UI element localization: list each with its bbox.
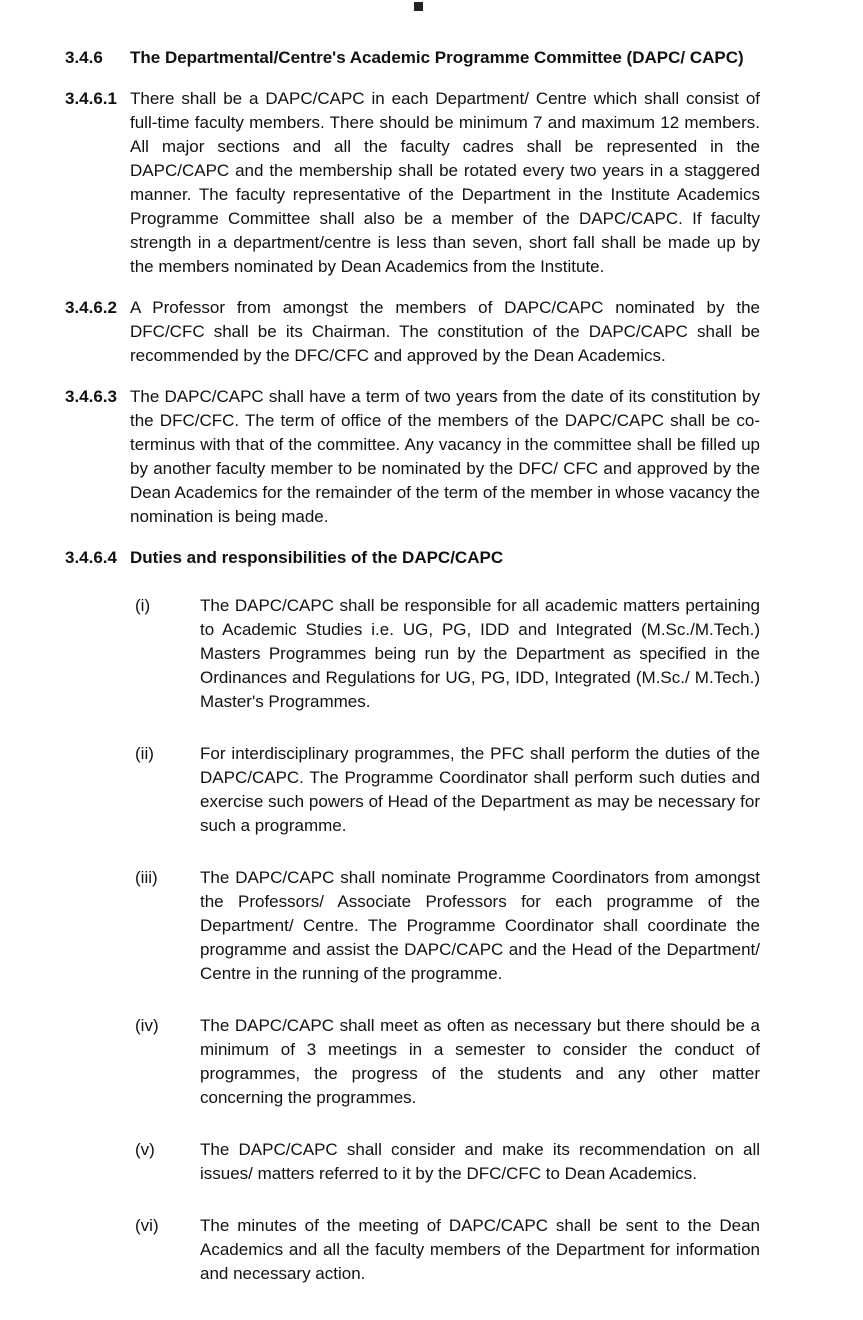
list-item xyxy=(130,1138,760,1186)
list-item xyxy=(130,742,760,838)
list-item-text: The DAPC/CAPC shall be responsible for all academic matters pertaining to Academic Studies i.e. UG, PG, IDD and Integrated (M.Sc./M.Tech.) Masters Programmes being run by the Department as specified in the Ordinances and Regulations for UG, PG, IDD, Integrated (M.Sc./ M.Tech.) Master's Programmes. xyxy=(200,596,760,711)
list-item-marker: (iii) xyxy=(135,868,158,887)
list-item-marker: (v) xyxy=(135,1140,155,1159)
section-number: 3.4.6 xyxy=(65,48,103,67)
list-item xyxy=(130,594,760,714)
list-item-marker: (i) xyxy=(135,596,151,615)
list-item xyxy=(130,866,760,986)
section-3-4-6-1 xyxy=(65,87,760,279)
section-number: 3.4.6.2 xyxy=(65,298,117,317)
section-paragraph: There shall be a DAPC/CAPC in each Department/ Centre which shall consist of full-time faculty members. There should be minimum 7 and maximum 12 members. All major sections and all the faculty cadres shall be represented in the DAPC/CAPC and the membership shall be rotated every two years in a staggered manner. The faculty representative of the Department in the Institute Academics Programme Committee shall also be a member of the DAPC/CAPC. If faculty strength in a department/centre is less than seven, short fall shall be made up by the members nominated by Dean Academics from the Institute. xyxy=(130,89,760,276)
section-number: 3.4.6.1 xyxy=(65,89,117,108)
list-item xyxy=(130,1014,760,1110)
list-item-text: The minutes of the meeting of DAPC/CAPC shall be sent to the Dean Academics and all the faculty members of the Department for information and necessary action. xyxy=(200,1216,760,1283)
list-item-marker: (vi) xyxy=(135,1216,159,1235)
section-heading: The Departmental/Centre's Academic Programme Committee (DAPC/ CAPC) xyxy=(130,48,744,67)
section-paragraph: The DAPC/CAPC shall have a term of two years from the date of its constitution by the DFC/CFC. The term of office of the members of the DAPC/CAPC shall be co-terminus with that of the committee. Any vacancy in the committee shall be filled up by another faculty member to be nominated by the DFC/ CFC and approved by the Dean Academics for the remainder of the term of the member in whose vacancy the nomination is being made. xyxy=(130,387,760,526)
section-number: 3.4.6.4 xyxy=(65,548,117,567)
section-number: 3.4.6.3 xyxy=(65,387,117,406)
section-heading: Duties and responsibilities of the DAPC/CAPC xyxy=(130,548,504,567)
list-item-text: The DAPC/CAPC shall consider and make its recommendation on all issues/ matters referred to it by the DFC/CFC to Dean Academics. xyxy=(200,1140,760,1183)
list-item-marker: (ii) xyxy=(135,744,154,763)
list-item-text: The DAPC/CAPC shall meet as often as necessary but there should be a minimum of 3 meetings in a semester to consider the conduct of programmes, the progress of the students and any other matter concerning the programmes. xyxy=(200,1016,760,1107)
section-paragraph: A Professor from amongst the members of DAPC/CAPC nominated by the DFC/CFC shall be its Chairman. The constitution of the DAPC/CAPC shall be recommended by the DFC/CFC and approved by the Dean Academics. xyxy=(130,298,760,365)
section-3-4-6-4 xyxy=(65,546,760,1286)
section-3-4-6-2 xyxy=(65,296,760,368)
list-item-marker: (iv) xyxy=(135,1016,159,1035)
section-3-4-6 xyxy=(65,46,760,70)
list-item-text: The DAPC/CAPC shall nominate Programme Coordinators from amongst the Professors/ Associate Professors for each programme of the Department/ Centre. The Programme Coordinator shall coordinate the programme and assist the DAPC/CAPC and the Head of the Department/ Centre in the running of the programme. xyxy=(200,868,760,983)
list-item-text: For interdisciplinary programmes, the PFC shall perform the duties of the DAPC/CAPC. The Programme Coordinator shall perform such duties and exercise such powers of Head of the Department as may be necessary for such a programme. xyxy=(200,744,760,835)
list-item xyxy=(130,1214,760,1286)
section-3-4-6-3 xyxy=(65,385,760,529)
page-edge-artifact xyxy=(414,2,423,11)
duties-list xyxy=(130,594,760,1286)
